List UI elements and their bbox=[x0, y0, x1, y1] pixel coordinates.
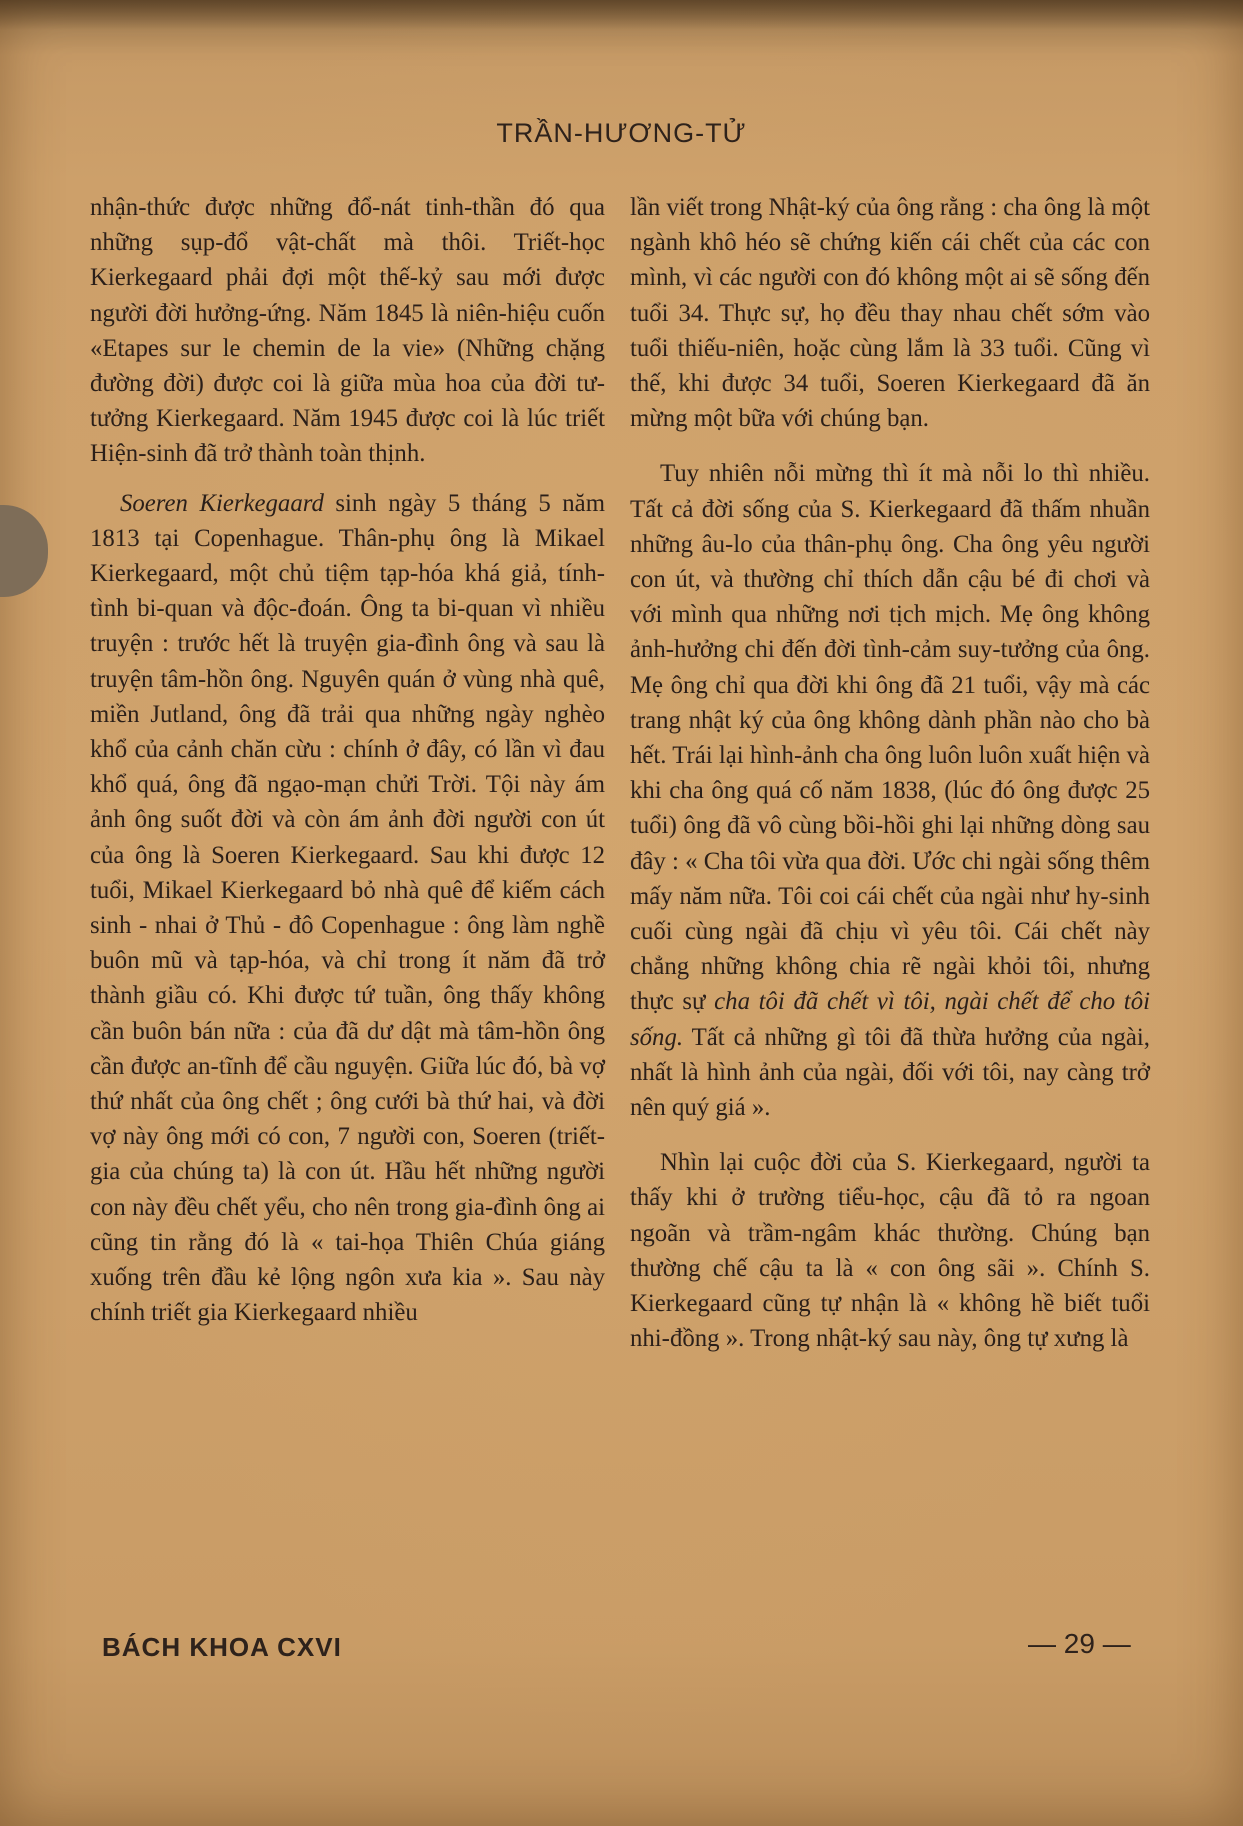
left-column bbox=[90, 190, 605, 1331]
paragraph bbox=[630, 456, 1150, 1125]
page-number: — 29 — bbox=[1028, 1628, 1131, 1659]
italic-quote: cha tôi đã chết vì tôi, ngài chết để cho tôi sống. bbox=[630, 988, 1150, 1051]
page-tear bbox=[0, 505, 48, 597]
paragraph bbox=[90, 486, 605, 1331]
paragraph-text: Tất cả những gì tôi đã thừa hưởng của ngài, nhất là hình ảnh của ngài, đối với tôi, nay càng trở nên quý giá ». bbox=[630, 1023, 1150, 1122]
running-header: TRẦN-HƯƠNG-TỬ bbox=[496, 118, 747, 148]
paragraph: Nhìn lại cuộc đời của S. Kierkegaard, người ta thấy khi ở trường tiểu-học, cậu đã tỏ ra ngoan ngoãn và trầm-ngâm khác thường. Chúng bạn thường chế cậu ta là « con ông sãi ». Chính S. Kierkegaard cũng tự nhận là « không hề biết tuổi nhi-đồng ». Trong nhật-ký sau này, ông tự xưng là bbox=[630, 1149, 1150, 1353]
paragraph-text: sinh ngày 5 tháng 5 năm 1813 tại Copenhague. Thân-phụ ông là Mikael Kierkegaard, một chủ tiệm tạp-hóa khá giả, tính-tình bi-quan và độc-đoán. Ông ta bi-quan vì nhiều truyện : trước hết là truyện gia-đình ông và sau là truyện tâm-hồn ông. Nguyên quán ở vùng nhà quê, miền Jutland, ông đã trải qua những ngày nghèo khổ của cảnh chăn cừu : chính ở đây, có lần vì đau khổ quá, ông đã ngạo-mạn chửi Trời. Tội này ám ảnh ông suốt đời và còn ám ảnh đời người con út của ông là Soeren Kierkegaard. Sau khi được 12 tuổi, Mikael Kierkegaard bỏ nhà quê để kiếm cách sinh - nhai ở Thủ - đô Copenhague : ông làm nghề buôn mũ và tạp-hóa, và chỉ trong ít năm đã trở thành giầu có. Khi được tứ tuần, ông thấy không cần buôn bán nữa : của đã dư dật mà tâm-hồn ông cần được an-tĩnh để cầu nguyện. Giữa lúc đó, bà vợ thứ nhất của ông chết ; ông cưới bà thứ hai, và đời vợ này ông mới có con, 7 người con, Soeren (triết-gia của chúng ta) là con út. Hầu hết những người con này đều chết yểu, cho nên trong gia-đình ông ai cũng tin rằng đó là « tai-họa Thiên Chúa giáng xuống trên đầu kẻ lộng ngôn xưa kia ». Sau này chính triết gia Kierkegaard nhiều bbox=[90, 489, 605, 1327]
paragraph: lần viết trong Nhật-ký của ông rằng : cha ông là một ngành khô héo sẽ chứng kiến cái chết của các con mình, vì các người con đó không một ai sẽ sống đến tuổi 34. Thực sự, họ đều thay nhau chết sớm vào tuổi thiếu-niên, hoặc cùng lắm là 33 tuổi. Cũng vì thế, khi được 34 tuổi, Soeren Kierkegaard đã ăn mừng một bữa với chúng bạn. bbox=[630, 194, 1150, 433]
right-column bbox=[630, 190, 1150, 1357]
italic-name: Soeren Kierkegaard bbox=[120, 489, 324, 517]
paragraph: nhận-thức được những đổ-nát tinh-thần đó qua những sụp-đổ vật-chất mà thôi. Triết-học Kierkegaard phải đợi một thế-kỷ sau mới được người đời hưởng-ứng. Năm 1845 là niên-hiệu cuốn «Etapes sur le chemin de la vie» (Những chặng đường đời) được coi là giữa mùa hoa của đời tư-tưởng Kierkegaard. Năm 1945 được coi là lúc triết Hiện-sinh đã trở thành toàn thịnh. bbox=[90, 194, 605, 468]
journal-footer: BÁCH KHOA CXVI bbox=[102, 1632, 342, 1662]
paragraph-text: Tuy nhiên nỗi mừng thì ít mà nỗi lo thì nhiều. Tất cả đời sống của S. Kierkegaard đã thấm nhuần những âu-lo của thân-phụ ông. Cha ông yêu người con út, và thường chỉ thích dẫn cậu bé đi chơi và với mình qua những nơi tịch mịch. Mẹ ông không ảnh-hưởng chi đến đời tình-cảm suy-tưởng của ông. Mẹ ông chỉ qua đời khi ông đã 21 tuổi, vậy mà các trang nhật ký của ông không dành phần nào cho bà hết. Trái lại hình-ảnh cha ông luôn luôn xuất hiện và khi cha ông quá cố năm 1838, (lúc đó ông được 25 tuổi) ông đã vô cùng bồi-hồi ghi lại những dòng sau đây : « Cha tôi vừa qua đời. Ước chi ngài sống thêm mấy năm nữa. Tôi coi cái chết của ngài như hy-sinh cuối cùng ngài đã chịu vì yêu tôi. Cái chết này chẳng những không chia rẽ ngài khỏi tôi, nhưng thực sự bbox=[630, 460, 1150, 1016]
